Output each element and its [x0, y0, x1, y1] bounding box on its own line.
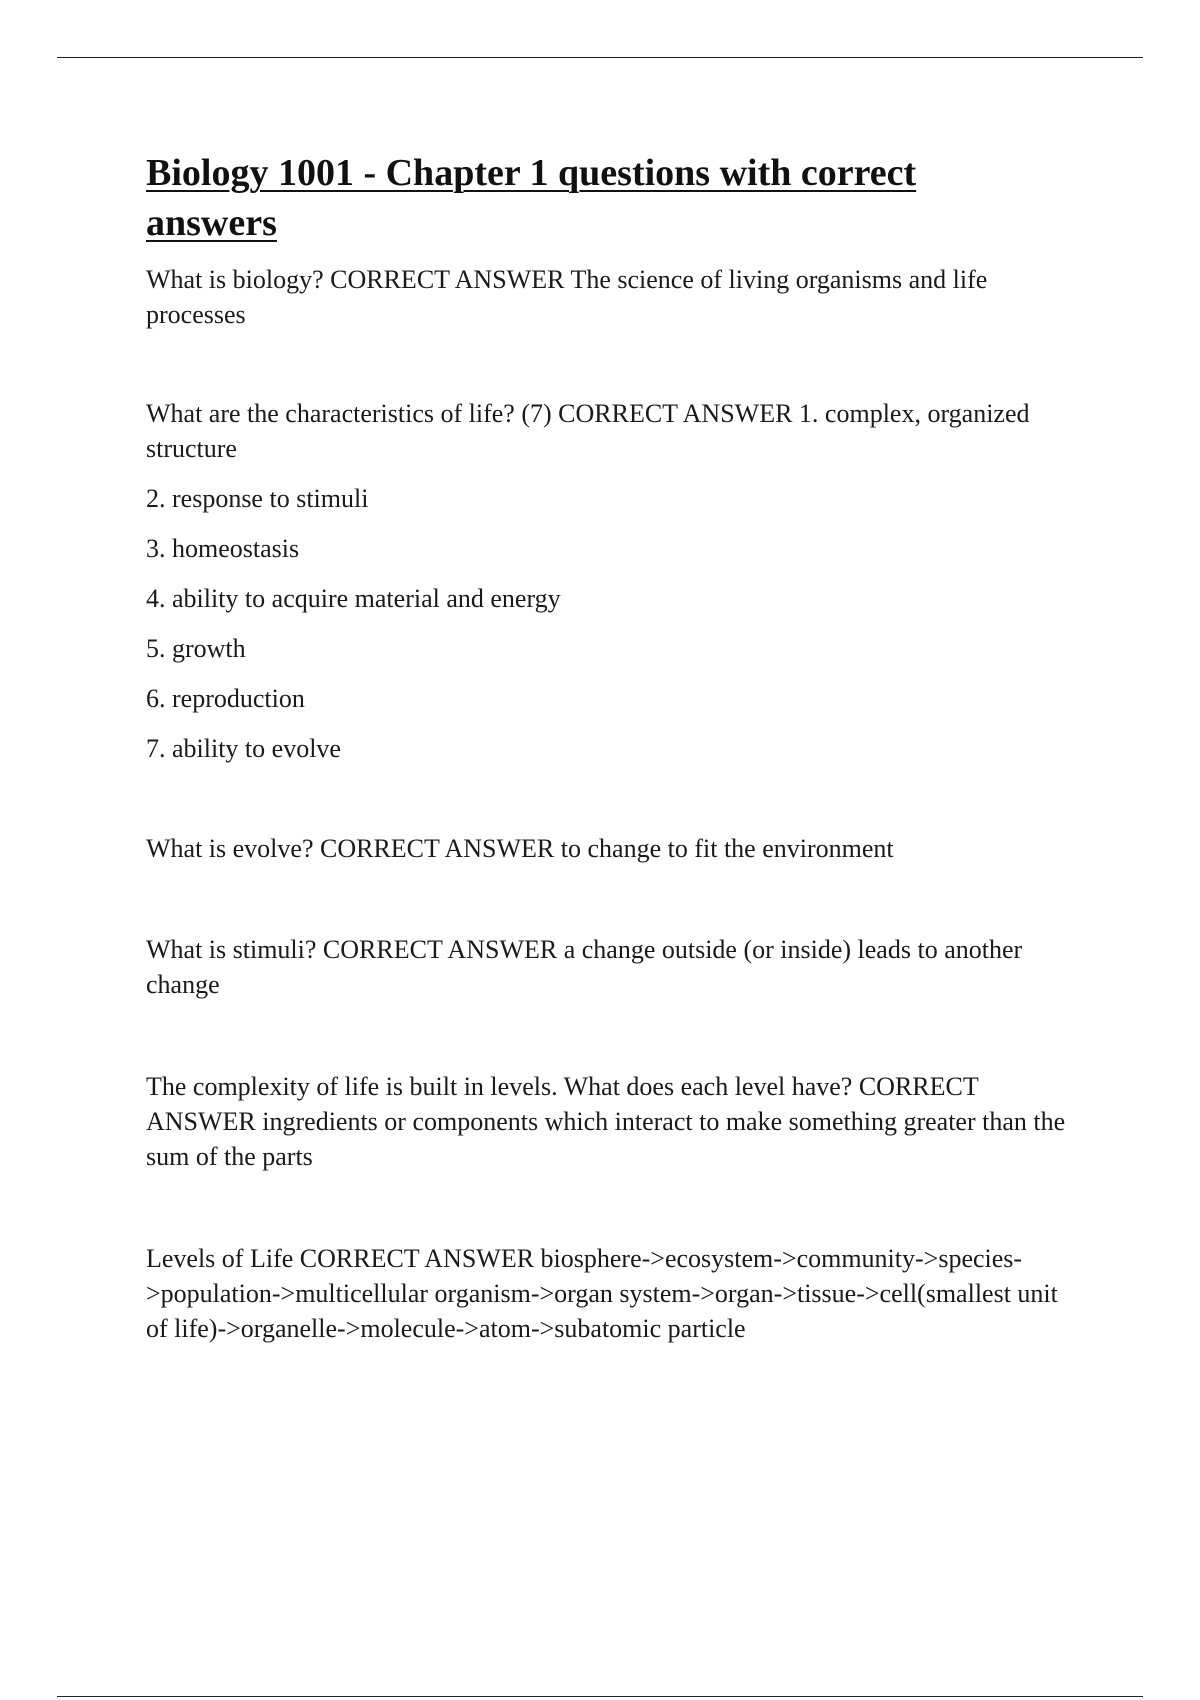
qa-text: The complexity of life is built in levels. What does each level have? CORRECT ANSWER ingredients or components which interact to make something greater than the sum of the parts	[146, 1072, 1066, 1171]
qa-entry-stimuli	[146, 932, 1086, 1002]
list-item: 6. reproduction	[146, 684, 305, 713]
qa-entry-complexity	[146, 1069, 1086, 1174]
qa-entry-evolve	[146, 831, 1086, 866]
top-rule	[57, 57, 1143, 58]
bottom-rule	[57, 1696, 1143, 1697]
qa-text: What is biology? CORRECT ANSWER The science of living organisms and life processes	[146, 265, 988, 329]
qa-entry-biology	[146, 262, 1086, 332]
list-item: 5. growth	[146, 634, 246, 663]
qa-entry-characteristics	[146, 396, 1086, 766]
qa-text: What are the characteristics of life? (7) CORRECT ANSWER 1. complex, organized structure	[146, 399, 1030, 463]
qa-text: Levels of Life CORRECT ANSWER biosphere->ecosystem->community->species->population->multicellular organism->organ system->organ->tissue->cell(smallest unit of life)->organelle->molecule->atom->subatomic particle	[146, 1244, 1058, 1343]
list-item: 2. response to stimuli	[146, 484, 369, 513]
qa-text: What is stimuli? CORRECT ANSWER a change outside (or inside) leads to another change	[146, 935, 1023, 999]
list-item: 7. ability to evolve	[146, 734, 341, 763]
qa-entry-levels-of-life	[146, 1241, 1086, 1346]
list-item: 4. ability to acquire material and energy	[146, 584, 561, 613]
document-body	[146, 148, 1086, 1346]
qa-text: What is evolve? CORRECT ANSWER to change to fit the environment	[146, 834, 894, 863]
document-title: Biology 1001 - Chapter 1 questions with correct answers	[146, 152, 917, 244]
list-item: 3. homeostasis	[146, 534, 300, 563]
